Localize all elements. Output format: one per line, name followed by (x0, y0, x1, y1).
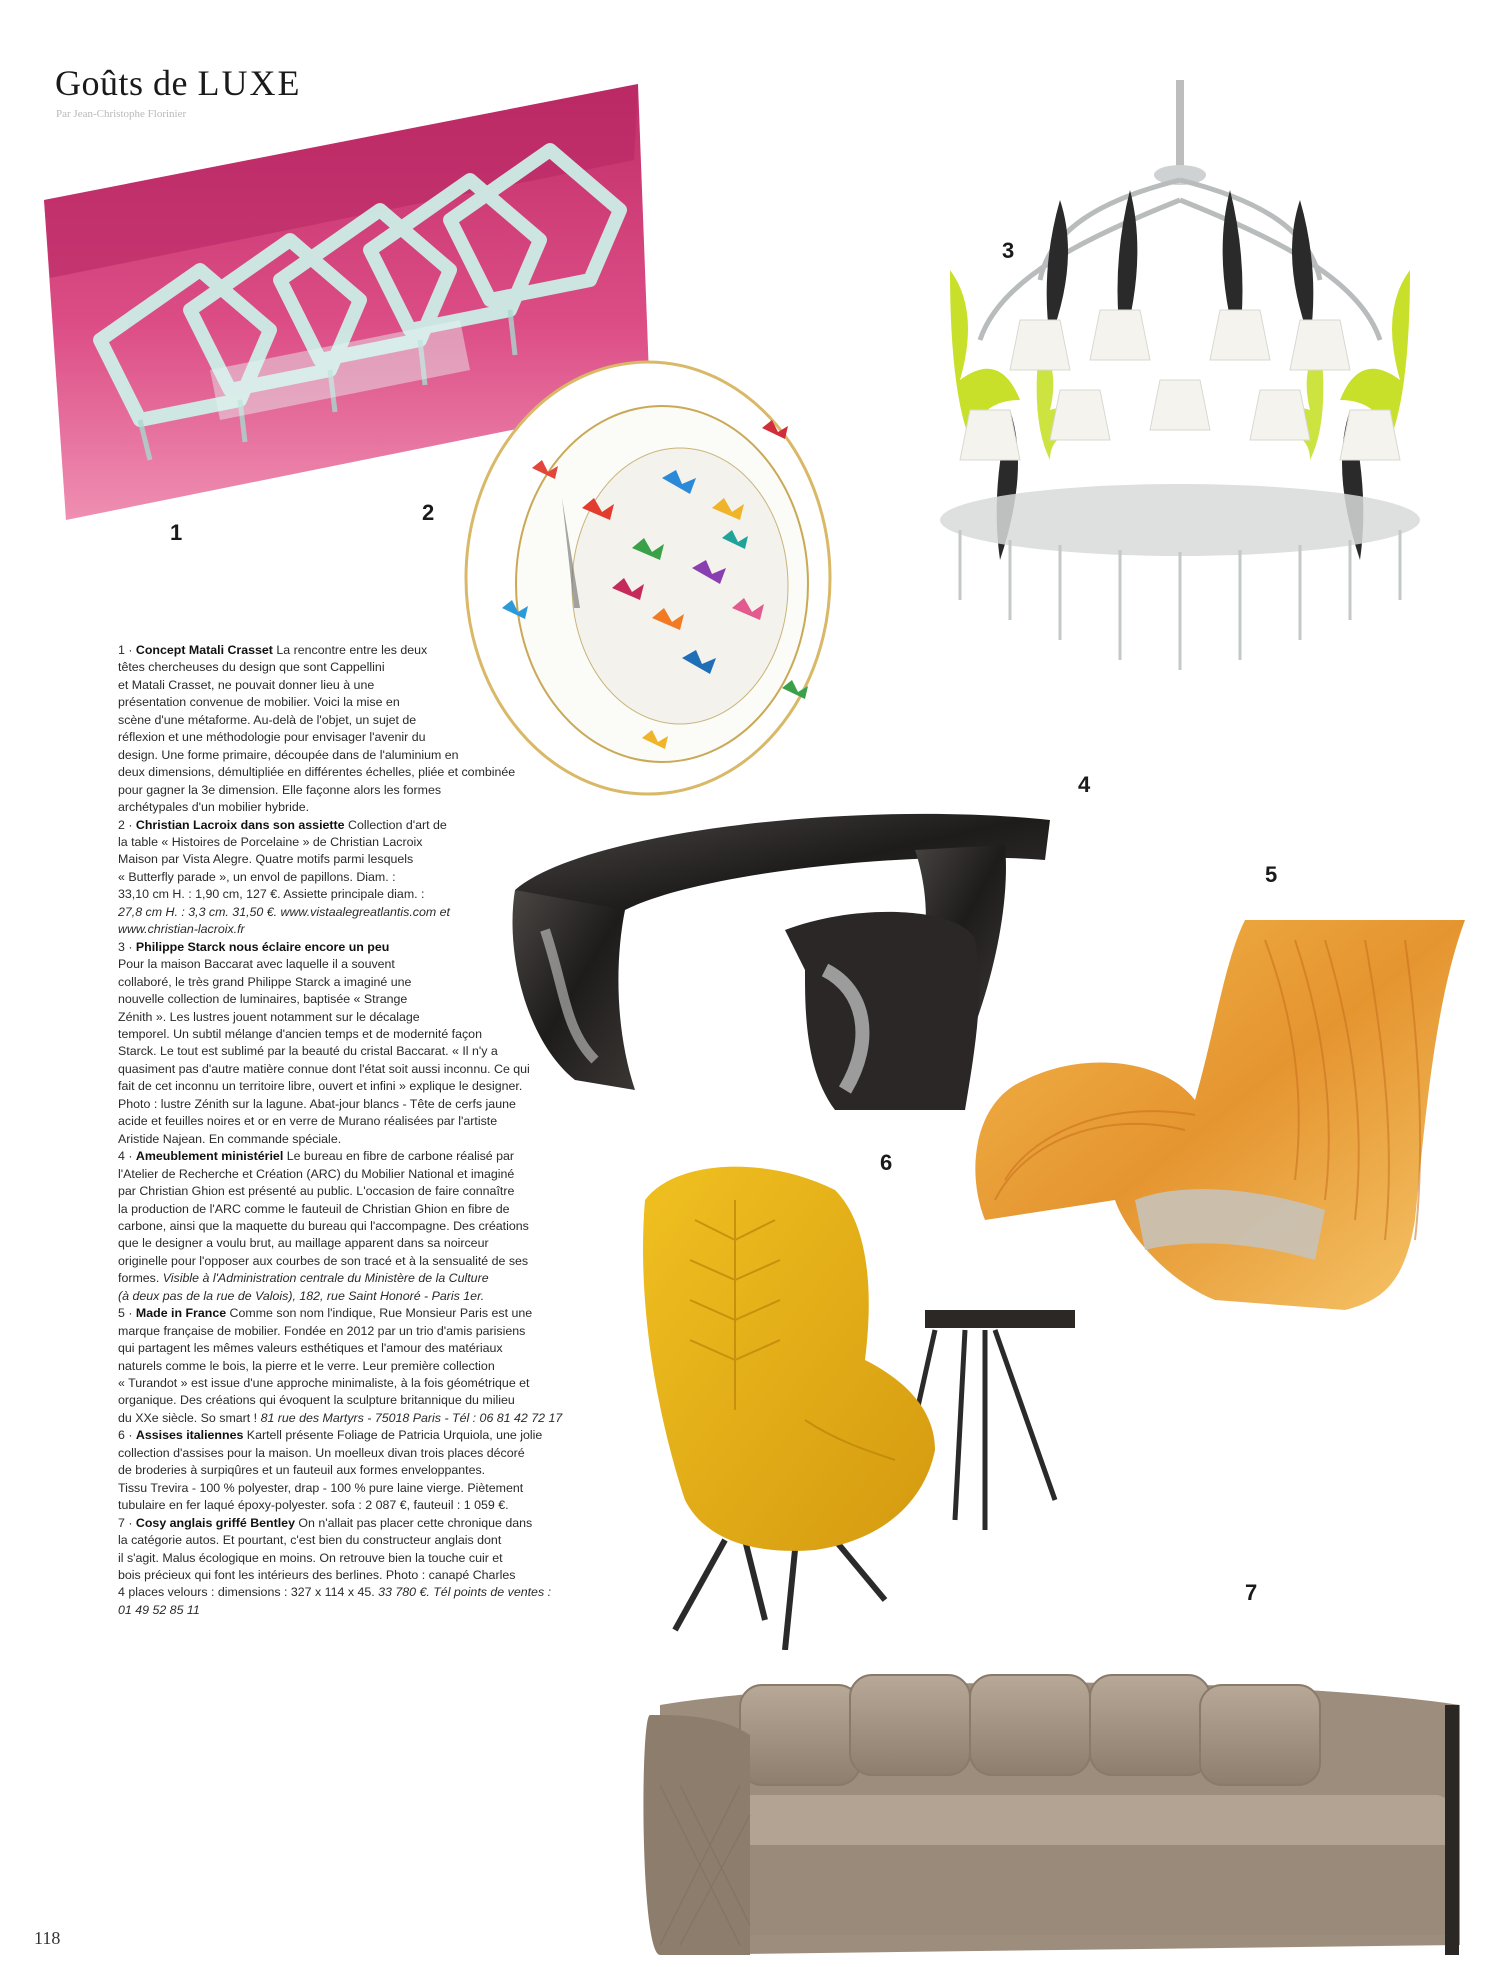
text-segment: marque française de mobilier. Fondée en 2012 par un trio d'amis parisiens (118, 1323, 526, 1338)
text-segment: acide et feuilles noires et or en verre de Murano réalisées par l'artiste (118, 1114, 498, 1129)
item-number-5: 5 (1265, 862, 1278, 887)
item-detail: Visible à l'Administration centrale du Ministère de la Culture (162, 1271, 489, 1286)
text-line (118, 642, 638, 659)
text-line (118, 904, 638, 921)
item-detail: (à deux pas de la rue de Valois), 182, rue Saint Honoré - Paris 1er. (118, 1288, 485, 1303)
text-segment: qui partagent les mêmes valeurs esthétiques et l'amour des matériaux (118, 1341, 503, 1356)
item-heading: Assises italiennes (135, 1428, 244, 1443)
text-segment: fait de cet inconnu un territoire libre, ouvert et infini » explique le designer. (118, 1079, 523, 1094)
text-segment: têtes chercheuses du design que sont Cappellini (118, 660, 385, 675)
item-detail: www.christian-lacroix.fr (118, 922, 245, 937)
text-segment: « Turandot » est issue d'une approche minimaliste, à la fois géométrique et (118, 1376, 530, 1391)
text-segment: réflexion et une méthodologie pour envisager l'avenir du (118, 730, 426, 745)
text-segment: Collection d'art de (344, 817, 447, 832)
text-line (118, 956, 638, 973)
text-segment: Starck. Le tout est sublimé par la beauté du cristal Baccarat. « Il n'y a (118, 1044, 498, 1059)
text-line (118, 1515, 638, 1532)
item-heading: Concept Matali Crasset (135, 643, 273, 657)
text-line (118, 1602, 638, 1619)
text-line (118, 1270, 638, 1287)
text-segment: et Matali Crasset, ne pouvait donner lieu à une (118, 677, 375, 692)
item-heading: Made in France (135, 1306, 227, 1321)
text-line (118, 1462, 638, 1479)
text-line (118, 729, 638, 746)
text-line (118, 1253, 638, 1270)
text-segment: la table « Histoires de Porcelaine » de Christian Lacroix (118, 834, 423, 849)
text-line (118, 1201, 638, 1218)
text-line (118, 1235, 638, 1252)
text-line (118, 659, 638, 676)
text-segment: design. Une forme primaire, découpée dans de l'aluminium en (118, 747, 459, 762)
item-number-1: 1 (170, 520, 183, 545)
text-segment: organique. Des créations qui évoquent la sculpture britannique du milieu (118, 1393, 515, 1408)
text-line (118, 1166, 638, 1183)
text-line (118, 1026, 638, 1043)
text-line (118, 1131, 638, 1148)
text-segment: l'Atelier de Recherche et Création (ARC) du Mobilier National et imaginé (118, 1166, 515, 1181)
text-line (118, 991, 638, 1008)
item-number-6: 6 (880, 1150, 893, 1175)
text-segment: la catégorie autos. Et pourtant, c'est bien du constructeur anglais dont (118, 1533, 502, 1548)
text-segment: archétypales d'un mobilier hybride. (118, 800, 310, 815)
item-number-2: 2 (422, 500, 435, 525)
byline: Par Jean-Christophe Florinier (56, 108, 187, 120)
text-line (118, 1061, 638, 1078)
item-detail: 81 rue des Martyrs - 75018 Paris - Tél : 06 81 42 72 17 (260, 1410, 563, 1425)
text-segment: 3 · (118, 939, 136, 954)
text-segment: 7 · (118, 1515, 136, 1530)
text-line (118, 1340, 638, 1357)
text-segment: On n'allait pas placer cette chronique dans (294, 1515, 533, 1530)
text-line (118, 1009, 638, 1026)
text-line (118, 1358, 638, 1375)
text-segment: Le bureau en fibre de carbone réalisé par (283, 1149, 515, 1164)
text-segment: Aristide Najean. En commande spéciale. (118, 1131, 342, 1146)
text-line (118, 1078, 638, 1095)
text-line (118, 939, 638, 956)
text-segment: pour gagner la 3e dimension. Elle façonne alors les formes (118, 782, 442, 797)
text-segment: 5 · (118, 1306, 136, 1321)
text-segment: Comme son nom l'indique, Rue Monsieur Paris est une (226, 1306, 533, 1321)
text-segment: 1 · (118, 643, 136, 657)
text-line (118, 1550, 638, 1567)
text-segment: 6 · (118, 1428, 136, 1443)
text-segment: par Christian Ghion est présenté au public. L'occasion de faire connaître (118, 1184, 515, 1199)
text-segment: La rencontre entre les deux (272, 643, 428, 657)
text-segment: collaboré, le très grand Philippe Starck a imaginé une (118, 974, 412, 989)
text-segment: collection d'assises pour la maison. Un moelleux divan trois places décoré (118, 1445, 525, 1460)
text-line (118, 1480, 638, 1497)
item-heading: Ameublement ministériel (135, 1149, 284, 1164)
photo-bentley-sofa (640, 1645, 1470, 1965)
text-line (118, 1410, 638, 1427)
text-line (118, 1427, 638, 1444)
text-line (118, 869, 638, 886)
text-segment: deux dimensions, démultipliée en différentes échelles, pliée et combinée (118, 765, 516, 780)
text-segment: quasiment pas d'autre matière connue dont l'état soit aussi inconnu. Ce qui (118, 1061, 530, 1076)
item-heading: Christian Lacroix dans son assiette (135, 817, 345, 832)
text-segment: bois précieux qui font les intérieurs des berlines. Photo : canapé Charles (118, 1568, 516, 1583)
text-segment: Zénith ». Les lustres jouent notamment sur le décalage (118, 1009, 420, 1024)
text-segment: Kartell présente Foliage de Patricia Urquiola, une jolie (243, 1428, 543, 1443)
text-line (118, 1497, 638, 1514)
text-segment: de broderies à surpiqûres et un fauteuil aux formes enveloppantes. (118, 1463, 486, 1478)
text-segment: 2 · (118, 817, 136, 832)
text-line (118, 974, 638, 991)
text-line (118, 1445, 638, 1462)
text-line (118, 1113, 638, 1130)
text-line (118, 764, 638, 781)
text-line (118, 817, 638, 834)
text-segment: scène d'une métaforme. Au-delà de l'objet, un sujet de (118, 712, 417, 727)
text-line (118, 694, 638, 711)
text-segment: 4 places velours : dimensions : 327 x 114 x 45. (118, 1585, 379, 1600)
text-line (118, 712, 638, 729)
item-detail: 33 780 €. Tél points de ventes : (378, 1585, 552, 1600)
text-line (118, 1392, 638, 1409)
text-segment: carbone, ainsi que la maquette du bureau qui l'accompagne. Des créations (118, 1218, 529, 1233)
text-line (118, 1532, 638, 1549)
text-line (118, 799, 638, 816)
article-body-text (118, 642, 638, 1619)
photo-foliage-yellow-chair (635, 1160, 1190, 1650)
text-segment: tubulaire en fer laqué époxy-polyester. sofa : 2 087 €, fauteuil : 1 059 €. (118, 1498, 509, 1513)
text-line (118, 677, 638, 694)
title-part-2: LUXE (197, 63, 302, 103)
text-segment: Maison par Vista Alegre. Quatre motifs parmi lesquels (118, 852, 414, 867)
text-line (118, 1043, 638, 1060)
text-line (118, 1288, 638, 1305)
item-number-3: 3 (1002, 238, 1015, 263)
text-line (118, 1183, 638, 1200)
text-segment: il s'agit. Malus écologique en moins. On retrouve bien la touche cuir et (118, 1550, 503, 1565)
text-line (118, 1323, 638, 1340)
text-segment: formes. (118, 1271, 163, 1286)
item-heading: Cosy anglais griffé Bentley (135, 1515, 295, 1530)
text-line (118, 1096, 638, 1113)
text-segment: originelle pour l'opposer aux courbes de son tracé et à la sensualité de ses (118, 1253, 529, 1268)
text-segment: présentation convenue de mobilier. Voici la mise en (118, 695, 400, 710)
text-line (118, 834, 638, 851)
text-line (118, 1305, 638, 1322)
text-segment: nouvelle collection de luminaires, baptisée « Strange (118, 992, 408, 1007)
text-segment: que le designer a voulu brut, au maillage apparent dans sa noirceur (118, 1236, 489, 1251)
page-number: 118 (34, 1928, 61, 1948)
text-segment: naturels comme le bois, la pierre et le verre. Leur première collection (118, 1358, 495, 1373)
text-line (118, 747, 638, 764)
text-segment: la production de l'ARC comme le fauteuil de Christian Ghion en fibre de (118, 1201, 510, 1216)
text-segment: 33,10 cm H. : 1,90 cm, 127 €. Assiette principale diam. : (118, 887, 425, 902)
text-segment: Tissu Trevira - 100 % polyester, drap - 100 % pure laine vierge. Piètement (118, 1480, 524, 1495)
item-detail: 27,8 cm H. : 3,3 cm. 31,50 €. www.vistaalegreatlantis.com et (118, 904, 450, 919)
item-detail: 01 49 52 85 11 (118, 1602, 200, 1617)
item-number-7: 7 (1245, 1580, 1258, 1605)
text-line (118, 782, 638, 799)
text-line (118, 886, 638, 903)
text-line (118, 1148, 638, 1165)
item-heading: Philippe Starck nous éclaire encore un peu (135, 939, 390, 954)
text-segment: temporel. Un subtil mélange d'ancien temps et de modernité façon (118, 1026, 482, 1041)
title-part-1: Goûts de (55, 63, 188, 103)
text-segment: 4 · (118, 1149, 136, 1164)
item-number-4: 4 (1078, 772, 1091, 797)
photo-baccarat-chandelier (900, 80, 1460, 680)
text-line (118, 1584, 638, 1601)
text-line (118, 921, 638, 938)
text-line (118, 1567, 638, 1584)
text-line (118, 1375, 638, 1392)
text-segment: Photo : lustre Zénith sur la lagune. Abat-jour blancs - Tête de cerfs jaune (118, 1096, 516, 1111)
text-line (118, 1218, 638, 1235)
text-segment: Pour la maison Baccarat avec laquelle il a souvent (118, 957, 395, 972)
text-segment: « Butterfly parade », un envol de papillons. Diam. : (118, 869, 396, 884)
text-line (118, 851, 638, 868)
text-segment: du XXe siècle. So smart ! (118, 1410, 261, 1425)
